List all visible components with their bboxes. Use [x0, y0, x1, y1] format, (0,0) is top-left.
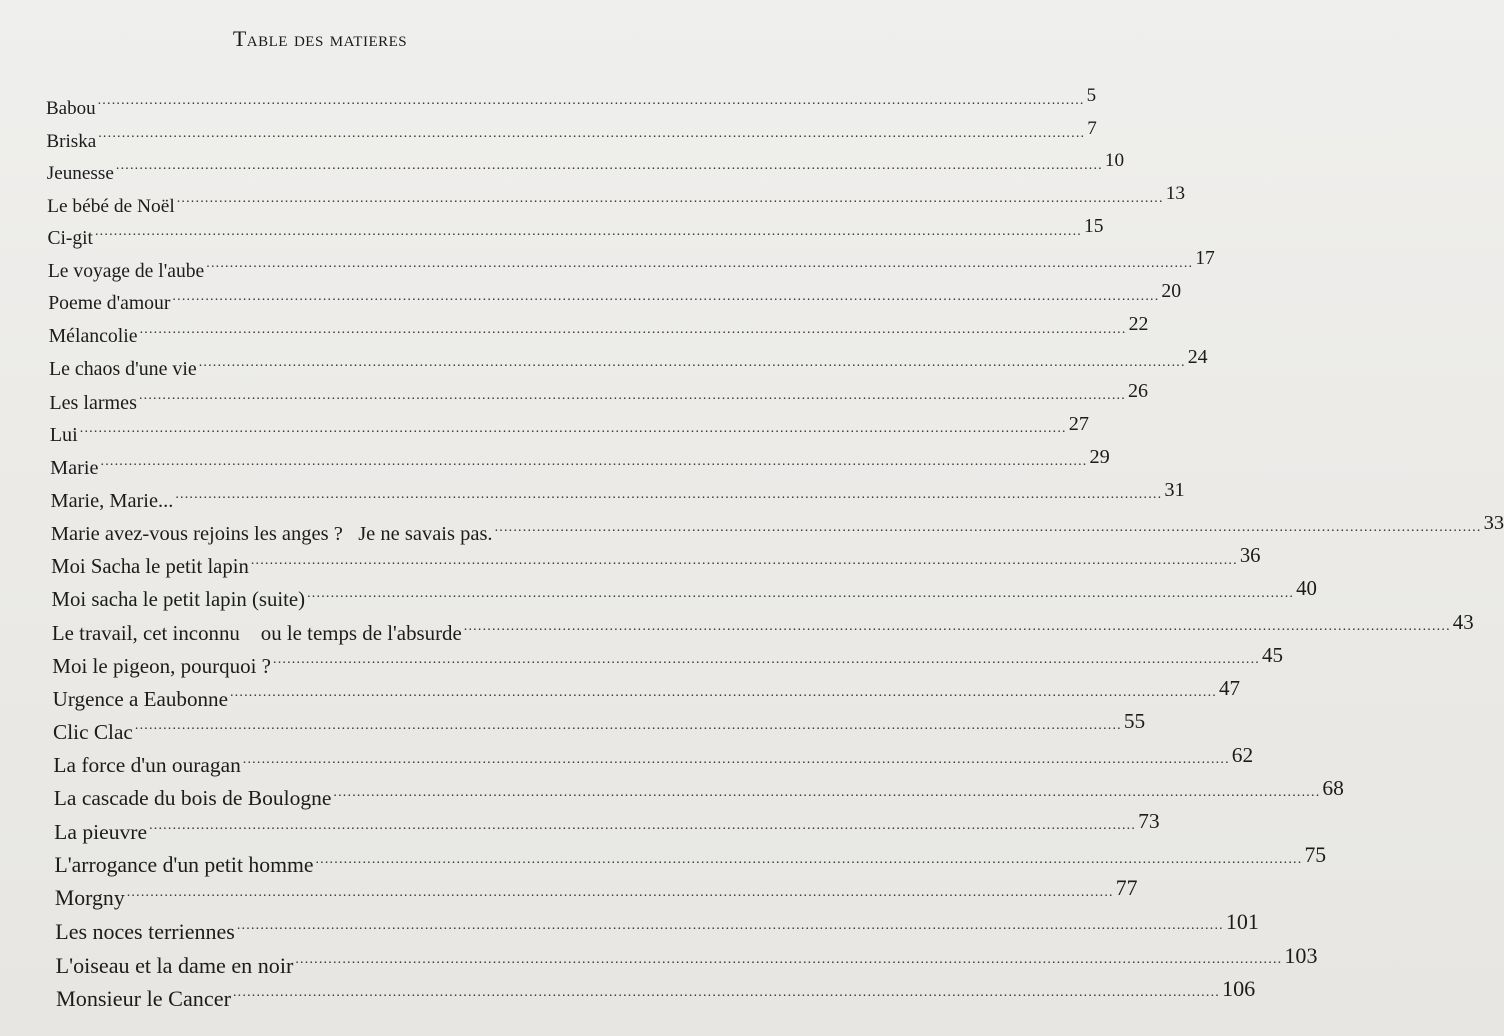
- toc-entry-page-number: 75: [1304, 842, 1327, 867]
- page-title: Table des matieres: [232, 26, 408, 51]
- toc-entry: [50, 445, 1110, 481]
- toc-entry: [51, 609, 1474, 646]
- toc-entry-title: Briska: [46, 130, 97, 152]
- toc-entry-title: Morgny: [54, 886, 125, 911]
- dot-leader: ..................................................................................................................................................................................................................: [333, 784, 1321, 800]
- toc-entry: [46, 117, 1097, 153]
- toc-entry: [54, 875, 1138, 912]
- toc-entry-page-number: 13: [1165, 182, 1186, 204]
- toc-entry-page-number: 36: [1239, 544, 1261, 567]
- toc-entry-title: Lui: [49, 424, 78, 447]
- toc-entry-title: Le travail, cet inconnu ou le temps de l'absurde: [51, 620, 462, 645]
- dot-leader: ..................................................................................................................................................................................................................: [295, 951, 1283, 967]
- dot-leader: ..................................................................................................................................................................................................................: [172, 289, 1160, 305]
- dot-leader: ..................................................................................................................................................................................................................: [307, 585, 1295, 601]
- toc-entry-title: L'oiseau et la dame en noir: [55, 952, 294, 978]
- toc-entry-title: Ci-git: [47, 228, 93, 250]
- toc-entry-title: Poeme d'amour: [48, 292, 171, 315]
- dot-leader: ..................................................................................................................................................................................................................: [176, 190, 1164, 206]
- toc-entry: [54, 809, 1160, 845]
- toc-entry-title: Marie avez-vous rejoins les anges ? Je ne savais pas.: [50, 523, 493, 546]
- toc-entry: [53, 709, 1146, 745]
- toc-entry: [48, 280, 1182, 316]
- dot-leader: ..................................................................................................................................................................................................................: [229, 685, 1217, 701]
- toc-entry: [54, 842, 1327, 879]
- toc-entry-page-number: 26: [1127, 379, 1149, 402]
- toc-entry-page-number: 15: [1083, 215, 1104, 237]
- toc-entry-title: Le chaos d'une vie: [48, 357, 197, 380]
- toc-entry: [53, 742, 1254, 779]
- toc-entry: [52, 676, 1241, 712]
- toc-entry-title: La pieuvre: [54, 819, 148, 844]
- dot-leader: ..................................................................................................................................................................................................................: [98, 125, 1086, 141]
- dot-leader: ..................................................................................................................................................................................................................: [134, 718, 1122, 734]
- dot-leader: ..................................................................................................................................................................................................................: [494, 519, 1482, 535]
- toc-entry-page-number: 40: [1296, 576, 1317, 600]
- dot-leader: ..................................................................................................................................................................................................................: [149, 818, 1137, 834]
- toc-entry-page-number: 55: [1123, 709, 1146, 734]
- toc-entry-page-number: 17: [1195, 248, 1215, 270]
- toc-entry: [46, 85, 1097, 120]
- dot-leader: ..................................................................................................................................................................................................................: [175, 486, 1163, 502]
- toc-entry-title: La cascade du bois de Boulogne: [53, 786, 332, 811]
- toc-entry-page-number: 101: [1225, 909, 1259, 935]
- dot-leader: ..................................................................................................................................................................................................................: [198, 354, 1186, 370]
- toc-entry-page-number: 77: [1115, 875, 1138, 900]
- toc-entry-title: Jeunesse: [46, 163, 114, 185]
- toc-entry-page-number: 7: [1087, 117, 1097, 139]
- toc-entry: [50, 511, 1504, 547]
- toc-entry-title: Les noces terriennes: [55, 919, 235, 945]
- toc-entry-page-number: 5: [1086, 85, 1097, 106]
- toc-entry-page-number: 47: [1218, 676, 1241, 701]
- toc-entry-title: Mélancolie: [48, 325, 138, 348]
- toc-entry: [48, 345, 1208, 382]
- dot-leader: ..................................................................................................................................................................................................................: [236, 918, 1224, 934]
- dot-leader: ..................................................................................................................................................................................................................: [232, 985, 1220, 1001]
- toc-entry-page-number: 103: [1284, 942, 1318, 968]
- toc-entry: [51, 544, 1261, 580]
- toc-entry-page-number: 24: [1187, 345, 1208, 368]
- toc-entry: [52, 642, 1283, 679]
- dot-leader: ..................................................................................................................................................................................................................: [138, 387, 1126, 403]
- toc-entry: [55, 909, 1259, 945]
- toc-entry: [53, 775, 1344, 812]
- toc-entry-page-number: 20: [1161, 280, 1182, 303]
- toc-entry-title: Les larmes: [49, 391, 137, 414]
- toc-entry-page-number: 106: [1221, 976, 1256, 1002]
- toc-entry-page-number: 43: [1452, 609, 1474, 634]
- toc-entry: [51, 576, 1317, 613]
- dot-leader: ..................................................................................................................................................................................................................: [273, 651, 1260, 667]
- toc-entry-title: Moi le pigeon, pourquoi ?: [52, 653, 271, 678]
- dot-leader: ..................................................................................................................................................................................................................: [126, 884, 1114, 900]
- dot-leader: ..................................................................................................................................................................................................................: [79, 420, 1067, 436]
- dot-leader: ..................................................................................................................................................................................................................: [94, 223, 1082, 239]
- toc-entry-title: Moi sacha le petit lapin (suite): [51, 587, 306, 611]
- toc-entry-title: Marie: [50, 457, 99, 480]
- toc-entry-page-number: 62: [1231, 742, 1254, 767]
- toc-entry: [46, 150, 1125, 185]
- toc-entry-title: Le bébé de Noël: [47, 195, 175, 217]
- toc-entry-page-number: 68: [1322, 775, 1344, 800]
- toc-entry-title: L'arrogance d'un petit homme: [54, 852, 314, 877]
- toc-entry-title: Le voyage de l'aube: [47, 260, 205, 282]
- toc-entry-title: Babou: [46, 98, 96, 119]
- toc-entry-page-number: 29: [1089, 445, 1110, 468]
- dot-leader: ..................................................................................................................................................................................................................: [100, 453, 1088, 469]
- toc-entry: [48, 313, 1149, 349]
- dot-leader: ..................................................................................................................................................................................................................: [139, 322, 1127, 337]
- toc-entry-title: Moi Sacha le petit lapin: [51, 555, 249, 578]
- toc-entry: [47, 215, 1104, 251]
- toc-entry-title: Urgence a Eaubonne: [52, 687, 228, 712]
- toc-entry: [47, 248, 1215, 283]
- toc-entry-page-number: 45: [1262, 642, 1283, 667]
- toc-entry-title: La force d'un ouragan: [53, 753, 241, 778]
- toc-entry: [56, 976, 1256, 1012]
- toc-entry-title: Monsieur le Cancer: [56, 985, 231, 1011]
- toc-entry-page-number: 31: [1164, 478, 1185, 501]
- toc-entry-page-number: 27: [1068, 412, 1089, 435]
- dot-leader: ..................................................................................................................................................................................................................: [315, 851, 1303, 867]
- toc-entry-page-number: 10: [1104, 150, 1125, 172]
- toc-entry: [49, 412, 1089, 448]
- toc-entry-page-number: 73: [1138, 809, 1160, 834]
- toc-entry-page-number: 33: [1483, 511, 1504, 534]
- dot-leader: ..................................................................................................................................................................................................................: [206, 256, 1194, 272]
- dot-leader: ..................................................................................................................................................................................................................: [250, 552, 1238, 568]
- toc-entry-title: Marie, Marie...: [50, 490, 174, 513]
- toc-entry-title: Clic Clac: [53, 720, 133, 745]
- dot-leader: ..................................................................................................................................................................................................................: [97, 93, 1085, 108]
- toc-entry: [50, 478, 1185, 514]
- dot-leader: ..................................................................................................................................................................................................................: [115, 158, 1103, 174]
- toc-entry-page-number: 22: [1128, 313, 1149, 335]
- toc-entry: [47, 182, 1186, 218]
- toc-entry: [55, 942, 1318, 979]
- dot-leader: ..................................................................................................................................................................................................................: [463, 618, 1451, 634]
- dot-leader: ..................................................................................................................................................................................................................: [242, 751, 1230, 767]
- toc-entry: [49, 379, 1149, 415]
